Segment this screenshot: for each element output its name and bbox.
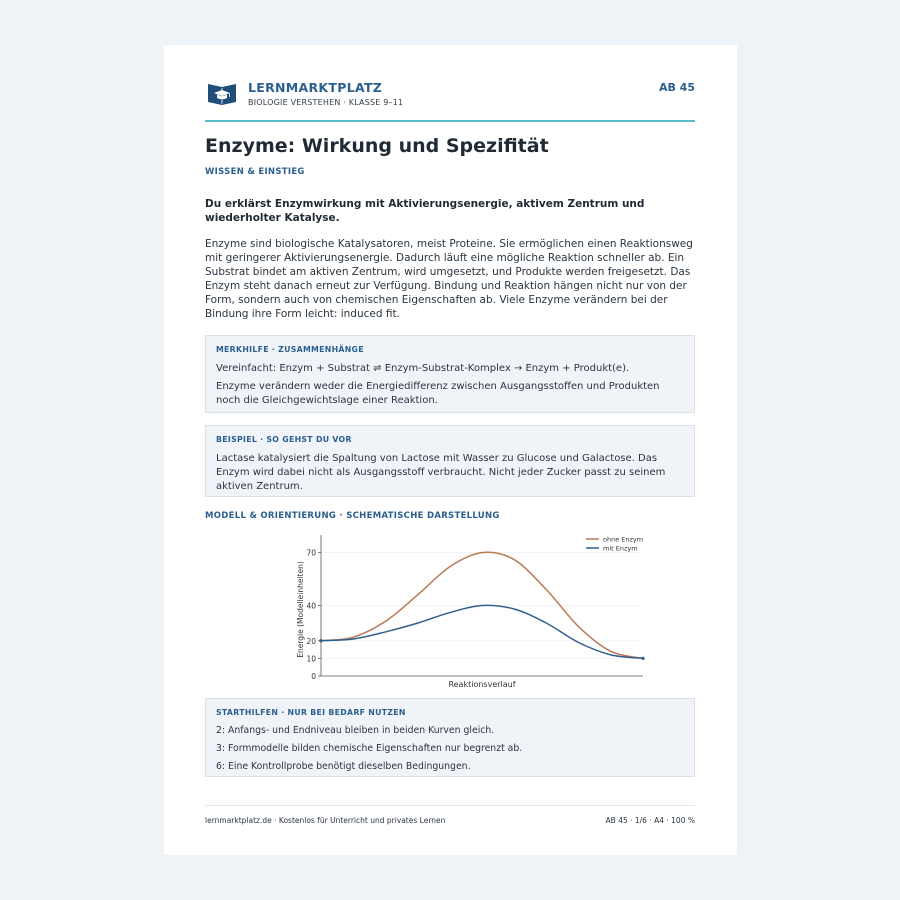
beispiel-box	[205, 425, 695, 497]
worksheet-page	[164, 45, 737, 855]
sheet-number: AB 45	[658, 81, 695, 94]
page-title: Enzyme: Wirkung und Spezifität	[205, 135, 549, 157]
beispiel-text: Lactase katalysiert die Spaltung von Lactose mit Wasser zu Glucose und Galactose. Das Enzym wird dabei nicht als Ausgangsstoff verbraucht. Nicht jeder Zucker passt zu seinem aktiven Zentrum.	[216, 453, 666, 492]
merkhilfe-line: Vereinfacht: Enzym + Substrat ⇌ Enzym-Substrat-Komplex → Enzym + Produkt(e).	[216, 363, 630, 374]
footer-left-text: lernmarktplatz.de · Kostenlos für Unterricht und privates Lernen	[205, 816, 446, 825]
section-label: WISSEN & EINSTIEG	[205, 167, 305, 177]
starthilfen-label: STARTHILFEN · NUR BEI BEDARF NUTZEN	[216, 708, 406, 717]
y-tick-label: 20	[306, 636, 316, 646]
y-tick-label: 10	[306, 654, 316, 664]
beispiel-label: BEISPIEL · SO GEHST DU VOR	[216, 435, 352, 444]
merkhilfe-label: MERKHILFE · ZUSAMMENHÄNGE	[216, 345, 364, 354]
footer-right-text: AB 45 · 1/6 · A4 · 100 %	[605, 816, 695, 825]
merkhilfe-line: Enzyme verändern weder die Energiedifferenz zwischen Ausgangsstoffen und Produkten noch die Gleichgewichtslage einer Reaktion.	[216, 381, 660, 406]
model-label: MODELL & ORIENTIERUNG · SCHEMATISCHE DARSTELLUNG	[205, 511, 500, 521]
series-line	[321, 605, 643, 658]
energy-chart-svg	[251, 530, 651, 690]
starthilfen-box	[205, 698, 695, 777]
x-axis-label: Reaktionsverlauf	[448, 680, 516, 689]
hint-item: 3: Formmodelle bilden chemische Eigenschaften nur begrenzt ab.	[216, 743, 523, 754]
hint-item: 2: Anfangs- und Endniveau bleiben in beiden Kurven gleich.	[216, 725, 495, 736]
legend-label: ohne Enzym	[603, 535, 644, 544]
brand-name: LERNMARKTPLATZ	[248, 80, 383, 95]
y-tick-label: 40	[306, 601, 316, 611]
y-axis-label: Energie (Modelleinheiten)	[296, 561, 305, 658]
y-tick-label: 0	[311, 672, 316, 681]
series-endpoint	[319, 639, 322, 642]
series-endpoint	[641, 657, 644, 660]
book-graduation-cap-icon	[207, 81, 237, 105]
y-tick-label: 70	[306, 548, 316, 558]
legend-label: mit Enzym	[603, 544, 638, 553]
brand-subtitle: BIOLOGIE VERSTEHEN · KLASSE 9–11	[248, 98, 404, 107]
hint-item: 6: Eine Kontrollprobe benötigt dieselben Bedingungen.	[216, 761, 471, 772]
merkhilfe-box	[205, 335, 695, 413]
energy-chart	[251, 530, 651, 690]
page-header	[205, 80, 695, 122]
intro-text: Enzyme sind biologische Katalysatoren, meist Proteine. Sie ermöglichen einen Reaktionsweg mit geringerer Aktivierungsenergie. Dadurch läuft eine mögliche Reaktion schneller ab. Ein Substrat bindet am aktiven Zentrum, wird umgesetzt, und Produkte werden freigesetzt. Das Enzym steht danach erneut zur Verfügung. Bindung und Reaktion hängen nicht nur von der Form, sondern auch von chemischen Eigenschaften ab. Viele Enzyme verändern bei der Bindung ihre Form leicht: induced fit.	[205, 238, 693, 320]
learning-goal: Du erklärst Enzymwirkung mit Aktivierungsenergie, aktivem Zentrum und wiederholter Katalyse.	[205, 198, 645, 224]
page-footer	[205, 805, 695, 825]
